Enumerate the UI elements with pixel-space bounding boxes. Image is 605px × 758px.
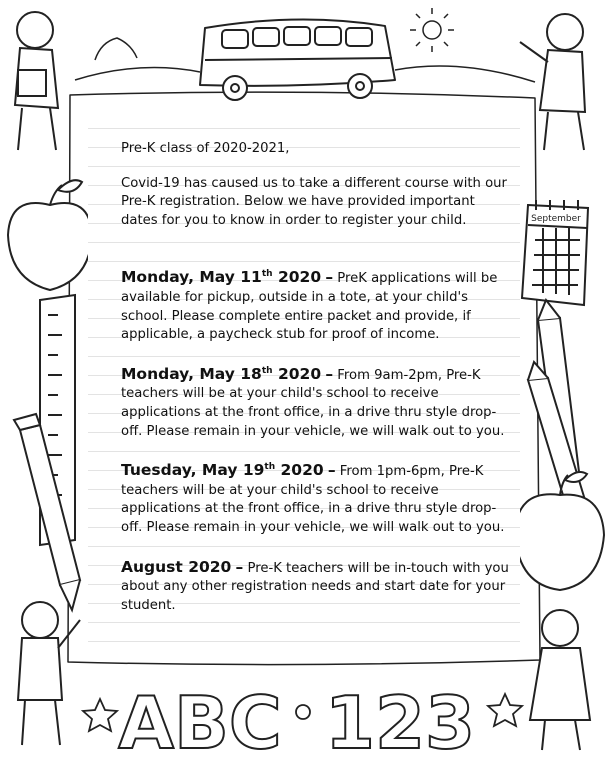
entry-text: Pre-K teachers will be in-touch with you about any other registration needs and start date for your student. [121,560,509,613]
apple-right-icon [515,472,604,590]
date-entry [121,268,509,344]
child-top-right-icon [520,14,585,150]
tree-icon [95,38,137,60]
entry-text: From 9am-2pm, Pre-K teachers will be at your child's school to receive applications at the front office, in a drive thru style drop-off. Please remain in your vehicle, we will walk out to you. [121,367,505,439]
letter-body [121,140,509,635]
intro-paragraph: Covid-19 has caused us to take a different course with our Pre-K registration. Below we have provided important dates for you to know in order to register your child. [121,175,507,228]
date-entry [121,558,509,616]
entry-dash: – [325,268,334,287]
sun-icon [410,8,454,52]
date-entry [121,365,509,441]
apple-left-icon [8,180,92,290]
banner-numbers: 123 [324,681,476,758]
entry-text: From 1pm-6pm, Pre-K teachers will be at your child's school to receive applications at the front office, in a drive thru style drop-off. Please remain in your vehicle, we will walk out to you. [121,464,505,535]
entry-dash: – [235,557,244,576]
entry-date: Monday, May 11th 2020 [121,268,322,287]
child-bottom-left-icon [18,602,80,745]
entry-dash: – [327,461,336,480]
entry-date: Tuesday, May 19th 2020 [121,461,324,480]
entry-date: August 2020 [121,557,232,576]
banner-letters: ABC [118,681,282,758]
entry-text: PreK applications will be available for pickup, outside in a tote, at your child's school. Please complete entire packet and provide, if applicable, a paycheck stub for proof of income. [121,271,498,343]
greeting: Pre-K class of 2020-2021, [121,141,290,156]
entry-date: Monday, May 18th 2020 [121,364,322,383]
calendar-month-label: September [531,214,581,224]
entry-dash: – [325,364,334,383]
child-top-left-icon [15,12,58,150]
date-entry [121,461,509,537]
school-bus-icon [200,19,395,100]
